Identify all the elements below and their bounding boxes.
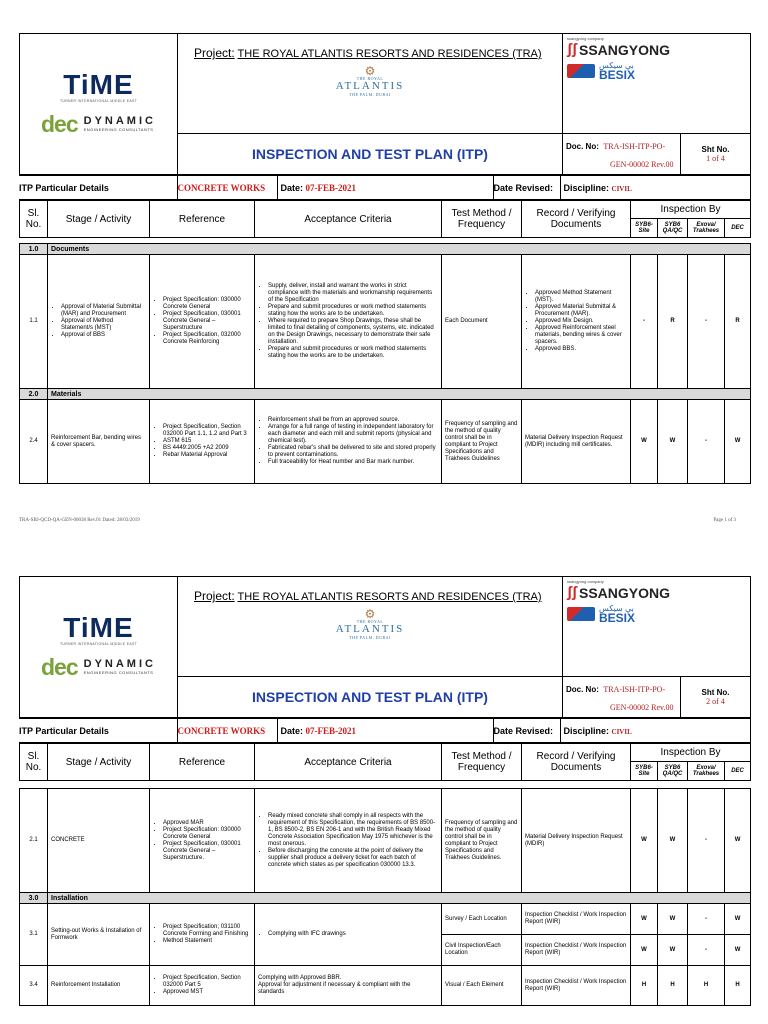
besix-arabic: بي سيكس [599, 61, 634, 70]
col-test-method: Test Method / Frequency [442, 744, 522, 781]
reference-cell: • Project Specification; 031100 Concrete Forming and Finishing • Method Statement [150, 904, 255, 966]
section-row: 1.0 Documents [20, 244, 751, 255]
test-cell: Frequency of sampling and the method of quality control shall be in compliant to Project Specifications and Trakhees Guidelines. [442, 789, 522, 893]
insp-syb-qa: H [658, 966, 688, 1006]
ssangyong-mark: ʃʃ [567, 584, 577, 601]
date-field: Date: 07-FEB-2021 [277, 719, 493, 743]
sheet-header [19, 33, 751, 175]
time-logo-sub: TURNER INTERNATIONAL MIDDLE EAST [59, 641, 138, 646]
atlantis-logo [178, 609, 562, 640]
date-field: Date: 07-FEB-2021 [277, 176, 493, 200]
itp-table [19, 200, 751, 484]
insp-syb-qa: R [658, 255, 688, 389]
reference-cell: • Project Specification: 030000 Concrete General • Project Specification, 030001 Concrete General – Superstructure • Project Specification, 032000 Concrete Reinforcing [150, 255, 255, 389]
section-title: Installation [48, 893, 751, 904]
col-syb-qa: SYB6 QA/QC [658, 219, 688, 238]
besix-name: BESIX [599, 611, 636, 625]
ssang-small: ssangyong company [567, 36, 604, 41]
itp-sheet-1 [19, 33, 750, 484]
revised-label: Date Revised: [493, 176, 560, 200]
atlantis-small: THE ROYAL [356, 619, 384, 624]
ssangyong-logo [567, 41, 746, 58]
stage-cell: Reinforcement Installation [48, 966, 150, 1006]
dec-sub: ENGINEERING CONSULTANTS [83, 670, 154, 675]
atlantis-small: THE ROYAL [356, 76, 384, 81]
insp-syb-qa: W [658, 789, 688, 893]
insp-syb-site: W [631, 904, 658, 935]
atlantis-icon: ⚙ [364, 64, 376, 78]
itp-label: ITP Particular Details [19, 176, 177, 200]
ssangyong-logo [567, 584, 746, 601]
col-exova: Exova/ Trakhees [688, 219, 725, 238]
insp-exova: - [688, 935, 725, 966]
sheet-header [19, 576, 751, 718]
col-acceptance: Acceptance Criteria [255, 744, 442, 781]
insp-syb-site: - [631, 255, 658, 389]
dec-name: DYNAMIC [83, 658, 156, 670]
reference-cell: • Project Specification, Section 032000 Part 5 • Approved MST [150, 966, 255, 1006]
atlantis-main: ATLANTIS [335, 623, 405, 635]
contractor-block [563, 34, 751, 134]
dec-mark: dec [41, 110, 78, 137]
itp-label: ITP Particular Details [19, 719, 177, 743]
insp-syb-site: W [631, 935, 658, 966]
test-cell: Each Document [442, 255, 522, 389]
dec-logo [20, 111, 177, 138]
record-cell: Material Delivery Inspection Request (MDIR) including mill certificates. [522, 400, 631, 484]
record-cell: Inspection Checklist / Work Inspection Report (WIR) [522, 904, 631, 935]
table-row: 3.4 Reinforcement Installation • Project Specification, Section 032000 Part 5 • Approved MST Complying with Approved BBR. Approval for adjustment if necessary & compliant with the standards Visual / Each Element Inspection Checklist / Work Inspection Report (WIR) H H H H [20, 966, 751, 1006]
ssang-small: ssangyong company [567, 579, 604, 584]
acceptance-cell: • Reinforcement shall be from an approved source. • Arrange for a full range of testing in independent laboratory for each diameter and each mill and submit reports (physical and chemical test). • Fabricated rebar's shall be delivered to site and stored properly to prevent contaminations. • Full traceability for Heat number and Bar mark number. [255, 400, 442, 484]
section-row: 2.0 Materials [20, 389, 751, 400]
ssangyong-name: SSANGYONG [579, 41, 671, 58]
insp-syb-site: H [631, 966, 658, 1006]
logo-block [20, 577, 178, 718]
revised-label: Date Revised: [493, 719, 560, 743]
time-logo: TiME [63, 68, 134, 100]
acceptance-cell: • Ready mixed concrete shall comply in all respects with the requirement of this Specification, the requirements of BS 8500-1, BS 8500-2, BS EN 206-1 and with the British Ready Mixed Concrete Association Specification May 1975 whichever is the most onerous. • Before discharging the concrete at the point of delivery the supplier shall produce a delivery ticket for each batch of concrete which states as per specification 030000 13.3. [255, 789, 442, 893]
besix-mark [567, 64, 595, 78]
col-record: Record / Verifying Documents [522, 201, 631, 238]
insp-dec: R [725, 255, 751, 389]
itp-table [19, 743, 751, 1006]
besix-mark [567, 607, 595, 621]
project-label: Project: [194, 589, 235, 603]
time-logo-sub: TURNER INTERNATIONAL MIDDLE EAST [59, 98, 138, 103]
test-cell: Visual / Each Element [442, 966, 522, 1006]
insp-syb-qa: W [658, 935, 688, 966]
col-inspection-by: Inspection By [631, 201, 751, 219]
logo-block [20, 34, 178, 175]
ssangyong-mark: ʃʃ [567, 41, 577, 58]
record-cell: Inspection Checklist / Work Inspection Report (WIR) [522, 966, 631, 1006]
project-name: THE ROYAL ATLANTIS RESORTS AND RESIDENCES (TRA) [237, 591, 542, 603]
reference-cell: • Approved MAR • Project Specification: 030000 Concrete General • Project Specification, 030001 Concrete General – Superstructure. [150, 789, 255, 893]
itp-sheet-2 [19, 576, 750, 1006]
besix-name: BESIX [599, 68, 636, 82]
insp-exova: - [688, 789, 725, 893]
stage-cell: CONCRETE [48, 789, 150, 893]
acceptance-cell: Complying with Approved BBR. Approval for adjustment if necessary & compliant with the standards [255, 966, 442, 1006]
footer-page: Page 1 of 3 [713, 518, 736, 523]
col-reference: Reference [150, 744, 255, 781]
test-cell: Civil Inspection/Each Location [442, 935, 522, 966]
atlantis-main: ATLANTIS [335, 80, 405, 92]
stage-cell: Setting-out Works & Installation of Formwork [48, 904, 150, 966]
table-row: 3.1 Setting-out Works & Installation of Formwork • Project Specification; 031100 Concrete Forming and Finishing • Method Statement • Complying with IFC drawings Survey / Each Location Inspection Checklist / Work Inspection Report (WIR) W W - W [20, 904, 751, 935]
insp-exova: - [688, 904, 725, 935]
insp-exova: H [688, 966, 725, 1006]
insp-syb-site: W [631, 400, 658, 484]
insp-exova: - [688, 400, 725, 484]
itp-details-row [19, 175, 751, 200]
col-test-method: Test Method / Frequency [442, 201, 522, 238]
record-cell: • Approved Method Statement (MST). • Approved Material Submittal & Procurement (MAR). • Approved Mix Design. • Approved Reinforcement steel materials, bending wires & cover spacers. • Approved BBS. [522, 255, 631, 389]
acceptance-cell: • Supply, deliver, install and warrant the works in strict compliance with the materials and workmanship requirements of the Specification • Prepare and submit procedures or work method statements stating how the works are to be undertaken. • Where required to prepare Shop Drawings, these shall be limited to final detailing of components, systems, etc. indicated on the Design Drawings, necessary to demonstrate their safe installation. • Prepare and submit procedures or work method statements stating how the works are to be undertaken. [255, 255, 442, 389]
sheet-number: Sht No. 1 of 4 [681, 134, 751, 175]
col-syb-site: SYB6-Site [631, 219, 658, 238]
besix-arabic: بي سيكس [599, 604, 634, 613]
record-cell: Material Delivery Inspection Request (MDIR) [522, 789, 631, 893]
itp-details-row [19, 718, 751, 743]
insp-dec: W [725, 400, 751, 484]
col-stage: Stage / Activity [48, 201, 150, 238]
atlantis-sub: THE PALM, DUBAI [349, 635, 391, 640]
test-cell: Frequency of sampling and the method of quality control shall be in compliant to Project Specifications and Trakhees Guidelines [442, 400, 522, 484]
table-row: 2.4 Reinforcement Bar, bending wires & cover spacers. • Project Specification, Section 032000 Part 1.1, 1.2 and Part 3 • ASTM 615 • BS 4449:2005 +A2 2009 • Rebar Material Approval • Reinforcement shall be from an approved source. • Arrange for a full range of testing in independent laboratory for each diameter and each mill and submit reports (physical and chemical test). • Fabricated rebar's shall be delivered to site and stored properly to prevent contaminations. • Full traceability for Heat number and Bar mark number. Frequency of sampling and the method of quality control shall be in compliant to Project Specifications and Trakhees Guidelines Material Delivery Inspection Request (MDIR) including mill certificates. W W - W [20, 400, 751, 484]
dec-sub: ENGINEERING CONSULTANTS [83, 127, 154, 132]
section-title: Documents [48, 244, 751, 255]
col-record: Record / Verifying Documents [522, 744, 631, 781]
table-row: 1.1 • Approval of Material Submittal (MAR) and Procurement • Approval of Method Statement/s (MST) • Approval of BBS • Project Specification: 030000 Concrete General • Project Specification, 030001 Concrete General – Superstructure • Project Specification, 032000 Concrete Reinforcing • Supply, deliver, install and warrant the works in strict compliance with the materials and workmanship requirements of the Specification • Prepare and submit procedures or work method statements stating how the works are to be undertaken. • Where required to prepare Shop Drawings, these shall be limited to final detailing of components, systems, etc. indicated on the Design Drawings, necessary to demonstrate their safe installation. • Prepare and submit procedures or work method statements stating how the works are to be undertaken. Each Document • Approved Method Statement (MST). • Approved Material Submittal & Procurement (MAR). • Approved Mix Design. • Approved Reinforcement steel materials, bending wires & cover spacers. • Approved BBS. - R - R [20, 255, 751, 389]
insp-syb-qa: W [658, 904, 688, 935]
reference-cell: • Project Specification, Section 032000 Part 1.1, 1.2 and Part 3 • ASTM 615 • BS 4449:2005 +A2 2009 • Rebar Material Approval [150, 400, 255, 484]
section-title: Materials [48, 389, 751, 400]
insp-syb-site: W [631, 789, 658, 893]
stage-cell: Reinforcement Bar, bending wires & cover spacers. [48, 400, 150, 484]
besix-logo [567, 604, 746, 623]
project-block [178, 577, 563, 677]
dec-logo [20, 654, 177, 681]
table-row: 2.1 CONCRETE • Approved MAR • Project Specification: 030000 Concrete General • Project Specification, 030001 Concrete General – Superstructure. • Ready mixed concrete shall comply in all respects with the requirement of this Specification, the requirements of BS 8500-1, BS 8500-2, BS EN 206-1 and with the British Ready Mixed Concrete Association Specification May 1975 whichever is the most onerous. • Before discharging the concrete at the point of delivery the supplier shall produce a delivery ticket for each batch of concrete which states as per specification 030000 13.3. Frequency of sampling and the method of quality control shall be in compliant to Project Specifications and Trakhees Guidelines. Material Delivery Inspection Request (MDIR) W W - W [20, 789, 751, 893]
col-syb-qa: SYB6 QA/QC [658, 762, 688, 781]
doc-number: Doc. No: TRA-ISH-ITP-PO- GEN-00002 Rev.00 [563, 677, 681, 718]
col-reference: Reference [150, 201, 255, 238]
itp-value: CONCRETE WORKS [177, 176, 277, 200]
col-dec: DEC [725, 219, 751, 238]
insp-dec: W [725, 789, 751, 893]
col-dec: DEC [725, 762, 751, 781]
footer-doc-ref: TRA-SBJ-QCD-QA-GEN-00038 Rev.01 Dated: 28/03/2019 [19, 518, 140, 523]
stage-cell: • Approval of Material Submittal (MAR) and Procurement • Approval of Method Statement/s (MST) • Approval of BBS [48, 255, 150, 389]
ssangyong-name: SSANGYONG [579, 584, 671, 601]
itp-value: CONCRETE WORKS [177, 719, 277, 743]
col-stage: Stage / Activity [48, 744, 150, 781]
time-logo: TiME [63, 611, 134, 643]
insp-syb-qa: W [658, 400, 688, 484]
itp-title: INSPECTION AND TEST PLAN (ITP) [178, 677, 563, 718]
col-sl: Sl. No. [20, 201, 48, 238]
col-sl: Sl. No. [20, 744, 48, 781]
atlantis-logo [178, 66, 562, 97]
besix-logo [567, 61, 746, 80]
doc-number: Doc. No: TRA-ISH-ITP-PO- GEN-00002 Rev.00 [563, 134, 681, 175]
record-cell: Inspection Checklist / Work Inspection Report (WIR) [522, 935, 631, 966]
discipline-field: Discipline: CIVIL [560, 176, 750, 200]
col-acceptance: Acceptance Criteria [255, 201, 442, 238]
section-row: 3.0 Installation [20, 893, 751, 904]
dec-name: DYNAMIC [83, 115, 156, 127]
itp-title: INSPECTION AND TEST PLAN (ITP) [178, 134, 563, 175]
project-name: THE ROYAL ATLANTIS RESORTS AND RESIDENCES (TRA) [237, 48, 542, 60]
insp-dec: H [725, 966, 751, 1006]
insp-dec: W [725, 904, 751, 935]
atlantis-sub: THE PALM, DUBAI [349, 92, 391, 97]
col-exova: Exova/ Trakhees [688, 762, 725, 781]
project-label: Project: [194, 46, 235, 60]
discipline-field: Discipline: CIVIL [560, 719, 750, 743]
insp-exova: - [688, 255, 725, 389]
sheet-number: Sht No. 2 of 4 [681, 677, 751, 718]
dec-mark: dec [41, 653, 78, 680]
acceptance-cell: • Complying with IFC drawings [255, 904, 442, 966]
insp-dec: W [725, 935, 751, 966]
atlantis-icon: ⚙ [364, 607, 376, 621]
col-inspection-by: Inspection By [631, 744, 751, 762]
contractor-block [563, 577, 751, 677]
col-syb-site: SYB6-Site [631, 762, 658, 781]
project-block [178, 34, 563, 134]
test-cell: Survey / Each Location [442, 904, 522, 935]
